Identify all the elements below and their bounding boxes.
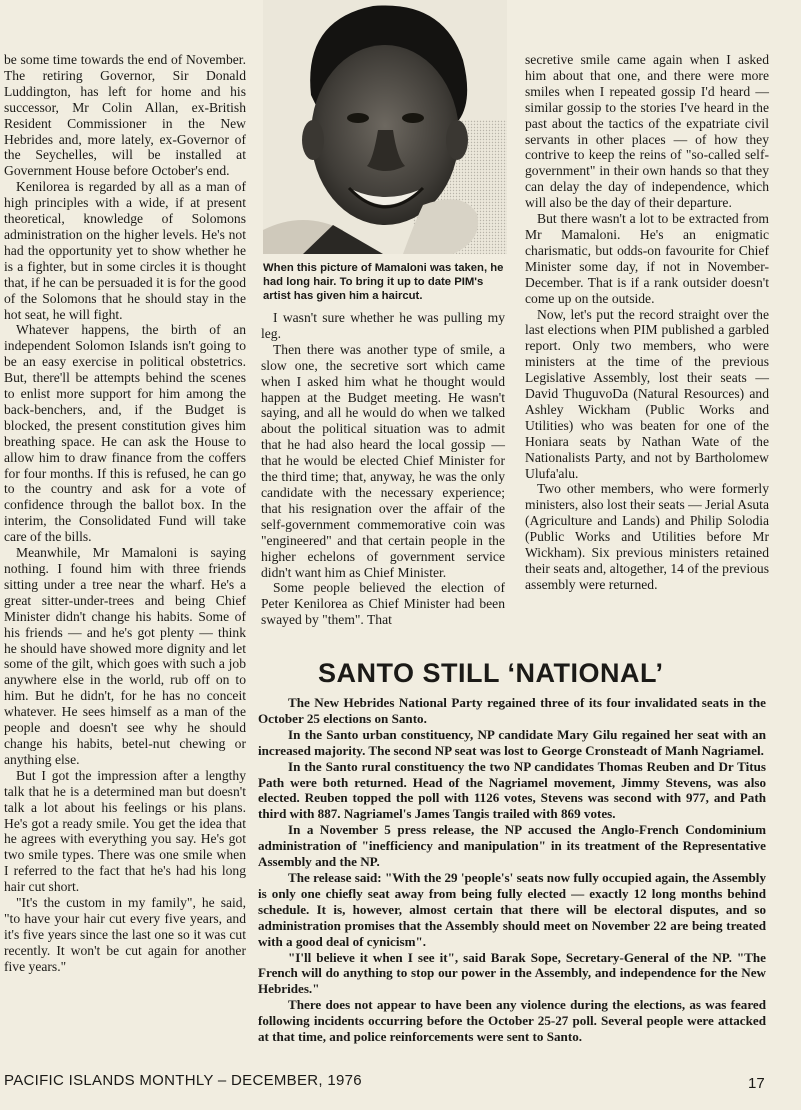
paragraph: There does not appear to have been any violence during the elections, as was feared following incidents occurring before the October 25-27 poll. Several people were attacked at that time, and police reinforcements were sent to Santo. [258, 997, 766, 1045]
paragraph: Then there was another type of smile, a slow one, the secretive sort which came when I asked him what he thought would happen at the Budget meeting. He wasn't saying, and all he would do when we talked about the political situation was to admit that he had also heard the local gossip — that he would be elected Chief Minister for the third time; that, anyway, he was the only candidate with the necessary experience; that his resignation over the affair of the self-government commemorative coin was "engineered" and that certain people in the higher echelons of government service didn't want him as Chief Minister. [261, 341, 505, 580]
paragraph: In the Santo urban constituency, NP candidate Mary Gilu regained her seat with an increased majority. The second NP seat was lost to George Cronsteadt of Manh Nagriamel. [258, 726, 766, 758]
paragraph: "I'll believe it when I see it", said Barak Sope, Secretary-General of the NP. "The French will do anything to stop our power in the Assembly, and independence for the New Hebrides." [258, 949, 766, 997]
paragraph: "It's the custom in my family", he said, "to have your hair cut every five years, and it's five years since the last one so it was cut recently. It won't be cut again for another five years." [4, 895, 246, 974]
paragraph: In a November 5 press release, the NP accused the Anglo-French Condominium administration of "inefficiency and manipulation" in its treatment of the Representative Assembly and the NP. [258, 822, 766, 870]
article-column-2 [261, 310, 505, 628]
paragraph: Whatever happens, the birth of an independent Solomon Islands isn't going to be an easy exercise in political obstetrics. But, there'll be attempts behind the scenes to enlist more support for him among the back-benchers, and, if the Budget is blocked, the present constitution gives him breathing space. He can ask the House to allow him to draw finance from the coffers for four months. If this is refused, he can go to the country and ask for a vote of confidence through the ballot box. In the interim, the Consolidated Fund will take care of the bills. [4, 322, 246, 545]
portrait-illustration [263, 0, 507, 254]
photo-caption: When this picture of Mamaloni was taken, he had long hair. To bring it up to date PIM's artist has given him a haircut. [263, 262, 504, 302]
paragraph: Meanwhile, Mr Mamaloni is saying nothing. I found him with three friends sitting under a tree near the wharf. He's a great sitter-under-trees and being Chief Minister didn't change his habits. Some of his friends — and he's got plenty — think he should have showed more dignity and let some of the gilt, which goes with such a job anywhere else in the world, rub off on to him. But he didn't, for he has no conceit whatever. He sees himself as a man of the people and doesn't see why he should change his habits, betel-nut chewing or anything else. [4, 545, 246, 767]
paragraph: secretive smile came again when I asked him about that one, and there were more smiles when I repeated gossip I'd heard — similar gossip to the stories I've heard in the past about the tactics of the expatriate civil servants in other places — of how they contrive to keep the reins of "so-called self-government" in their own hands so that they can delay the day of independence, which will also be the day of their departure. [525, 52, 769, 211]
santo-article-body [258, 695, 766, 1045]
page-number: 17 [748, 1075, 765, 1092]
paragraph: Two other members, who were formerly ministers, also lost their seats — Jerial Asuta (Agriculture and Lands) and Philip Solodia (Public Works and Utilities before Mr Wickham). Six previous ministers retained their seats and, altogether, 14 of the previous assembly were returned. [525, 481, 769, 592]
footer-masthead: PACIFIC ISLANDS MONTHLY – DECEMBER, 1976 [4, 1072, 362, 1089]
paragraph: The New Hebrides National Party regained three of its four invalidated seats in the October 25 elections on Santo. [258, 695, 766, 726]
article-column-3 [525, 52, 769, 593]
paragraph: Some people believed the election of Peter Kenilorea as Chief Minister had been swayed by "them". That [261, 580, 505, 628]
paragraph: The release said: "With the 29 'people's' seats now fully occupied again, the Assembly is only one chiefly seat away from being fully elected — exactly 12 long months behind schedule. It is, however, almost certain that there will be electoral disputes, and so administration promises that the Assembly should meet on November 22 are being treated with a good deal of cynicism". [258, 869, 766, 949]
santo-headline: SANTO STILL ‘NATIONAL’ [318, 658, 664, 688]
mamaloni-photo [263, 0, 507, 254]
paragraph: But there wasn't a lot to be extracted from Mr Mamaloni. He's an enigmatic charismatic, but odds-on favourite for Chief Minister some day, if not in November-December. That is if a rank outsider doesn't come up on the outside. [525, 211, 769, 306]
paragraph: be some time towards the end of November. The retiring Governor, Sir Donald Luddington, has left for home and his successor, Mr Colin Allan, ex-British Resident Commissioner in the New Hebrides and, more lately, ex-Governor of the Seychelles, will be installed at Government House before October's end. [4, 52, 246, 179]
paragraph: In the Santo rural constituency the two NP candidates Thomas Reuben and Dr Titus Path were both returned. Head of the Nagriamel movement, Jimmy Stevens, was also elected. Reuben topped the poll with 1126 votes, Stevens was second with 977, and Path third with 887. Nagriamel's James Tangis trailed with 869 votes. [258, 758, 766, 822]
paragraph: But I got the impression after a lengthy talk that he is a determined man but doesn't talk a lot about his feelings or his plans. He's got a ready smile. You get the idea that he agrees with everything you say. He's got two smile types. There was one smile when I referred to the fact that he's had his long hair cut short. [4, 767, 246, 895]
paragraph: Kenilorea is regarded by all as a man of high principles with a wide, if at present theoretical, knowledge of Solomons administration on the higher levels. He's not had the opportunity yet to show whether he is a fighter, but in some circles it is thought that, if he can be persuaded it is for the good of the Solomons that he should stay in the hot seat, he will fight. [4, 179, 246, 322]
article-column-1 [4, 52, 246, 975]
paragraph: Now, let's put the record straight over the last elections when PIM published a garbled report. Only two members, who were ministers at the time of the previous Legislative Assembly, lost their seats — David ThuguvoDa (Natural Resources) and Ashley Wickham (Public Works and Utilities) who was beaten for one of the Honiara seats by Nathan Wate of the Nationalists Party, and not by Bartholomew Ulufa'alu. [525, 306, 769, 481]
paragraph: I wasn't sure whether he was pulling my leg. [261, 310, 505, 341]
